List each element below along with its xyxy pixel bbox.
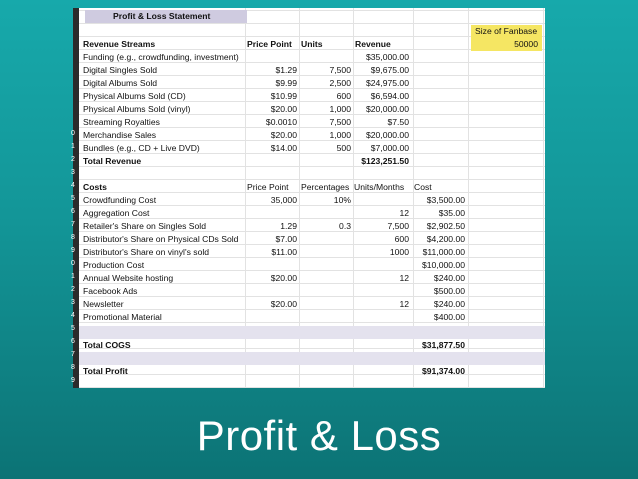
total-profit-value[interactable]: $91,374.00 [421, 366, 465, 376]
revenue-row-name: Physical Albums Sold (CD) [83, 91, 186, 101]
revenue-row-units[interactable]: 1,000 [329, 104, 351, 114]
row-number: 3 [71, 299, 75, 306]
spreadsheet [73, 8, 545, 388]
revenue-row-value[interactable]: $7,000.00 [370, 143, 409, 153]
cost-row-percentage[interactable] [299, 259, 351, 272]
cost-row-units[interactable]: 12 [399, 208, 409, 218]
cost-row-value[interactable]: $3,500.00 [426, 195, 465, 205]
revenue-row-value[interactable]: $7.50 [387, 117, 409, 127]
row-number: 6 [71, 338, 75, 345]
revenue-row-name: Digital Singles Sold [83, 65, 158, 75]
row-number [71, 49, 79, 62]
revenue-row-units[interactable]: 1,000 [329, 130, 351, 140]
total-revenue-value[interactable]: $123,251.50 [361, 156, 409, 166]
row-number: 6 [71, 208, 75, 215]
cost-row-units[interactable]: 1000 [389, 247, 409, 257]
row-number [71, 10, 79, 23]
cost-row-name: Crowdfunding Cost [83, 195, 157, 205]
row-number: 2 [71, 156, 75, 163]
cost-row-units[interactable]: 600 [394, 234, 409, 244]
spacer-band [79, 326, 545, 339]
cost-row-value[interactable]: $500.00 [433, 286, 465, 296]
total-cogs-label: Total COGS [83, 340, 131, 350]
cost-row-price[interactable]: 1.29 [280, 221, 297, 231]
revenue-row-price[interactable]: $20.00 [270, 104, 297, 114]
revenue-row-price[interactable]: $14.00 [270, 143, 297, 153]
cost-row-price[interactable] [245, 207, 297, 220]
row-number: 7 [71, 221, 75, 228]
cost-row-name: Newsletter [83, 299, 124, 309]
row-number: 0 [71, 260, 75, 267]
cost-row-percentage[interactable] [299, 311, 351, 324]
row-number: 2 [71, 286, 75, 293]
cost-row-price[interactable]: 35,000 [270, 195, 297, 205]
cost-row-units[interactable] [353, 259, 409, 272]
row-number: 9 [71, 377, 75, 384]
revenue-row-units[interactable]: 500 [336, 143, 351, 153]
spacer-band [79, 352, 545, 365]
row-number: 8 [71, 234, 75, 241]
gridline-row [79, 166, 545, 167]
cost-row-value[interactable]: $10,000.00 [421, 260, 465, 270]
cost-row-name: Aggregation Cost [83, 208, 150, 218]
row-number [71, 101, 79, 114]
row-number: 3 [71, 169, 75, 176]
cost-row-value[interactable]: $2,902.50 [426, 221, 465, 231]
cost-row-price[interactable]: $11.00 [271, 247, 297, 257]
cost-row-price[interactable] [245, 285, 297, 298]
fanbase-value[interactable]: 50000 [514, 39, 538, 49]
row-number: 4 [71, 182, 75, 189]
row-number: 8 [71, 364, 75, 371]
row-number: 1 [71, 143, 75, 150]
cost-row-name: Distributor's Share on vinyl's sold [83, 247, 210, 257]
costs-price-header: Price Point [247, 182, 289, 192]
cost-row-percentage[interactable] [299, 207, 351, 220]
gridline-row [79, 374, 545, 375]
revenue-row-price[interactable] [245, 51, 297, 64]
revenue-row-value[interactable]: $24,975.00 [365, 78, 409, 88]
row-number: 7 [71, 351, 75, 358]
cost-row-units[interactable] [353, 285, 409, 298]
costs-cost-header: Cost [414, 182, 432, 192]
cost-row-name: Facebook Ads [83, 286, 138, 296]
cost-row-price[interactable] [245, 311, 297, 324]
gridline-row [79, 23, 545, 24]
costs-header: Costs [83, 182, 107, 192]
revenue-streams-header: Revenue Streams [83, 39, 156, 49]
total-cogs-value[interactable]: $31,877.50 [421, 340, 465, 350]
slide-caption: Profit & Loss [196, 412, 442, 459]
cost-row-name: Distributor's Share on Physical CDs Sold [83, 234, 239, 244]
row-number [71, 114, 79, 127]
cost-row-name: Retailer's Share on Singles Sold [83, 221, 206, 231]
revenue-row-value[interactable]: $20,000.00 [365, 130, 409, 140]
revenue-header: Revenue [355, 39, 391, 49]
row-number [71, 75, 79, 88]
cost-row-value[interactable]: $35.00 [438, 208, 465, 218]
row-number: 4 [71, 312, 75, 319]
total-revenue-label: Total Revenue [83, 156, 142, 166]
revenue-row-value[interactable]: $6,594.00 [370, 91, 409, 101]
gridline-row [79, 348, 545, 349]
row-number [71, 23, 79, 36]
gridline-row [79, 387, 545, 388]
revenue-row-units[interactable]: 600 [336, 91, 351, 101]
costs-units-header: Units/Months [354, 182, 405, 192]
cost-row-units[interactable]: 12 [399, 299, 409, 309]
cost-row-percentage[interactable]: 0.3 [339, 221, 351, 231]
cost-row-units[interactable]: 12 [399, 273, 409, 283]
cost-row-percentage[interactable] [299, 272, 351, 285]
revenue-row-units[interactable]: 7,500 [329, 65, 351, 75]
row-number [71, 88, 79, 101]
cost-row-price[interactable]: $20.00 [270, 299, 297, 309]
revenue-row-value[interactable]: $35,000.00 [365, 52, 409, 62]
sheet-title: Profit & Loss Statement [113, 11, 211, 21]
revenue-row-price[interactable]: $10.99 [270, 91, 297, 101]
gridline-row [79, 179, 545, 180]
revenue-row-name: Funding (e.g., crowdfunding, investment) [83, 52, 239, 62]
revenue-row-units[interactable]: 7,500 [329, 117, 351, 127]
row-number [71, 62, 79, 75]
revenue-row-name: Merchandise Sales [83, 130, 157, 140]
cost-row-percentage[interactable] [299, 233, 351, 246]
revenue-units-header: Units [301, 39, 323, 49]
revenue-row-value[interactable]: $20,000.00 [365, 104, 409, 114]
revenue-row-name: Streaming Royalties [83, 117, 160, 127]
revenue-row-units[interactable]: 2,500 [329, 78, 351, 88]
fanbase-label[interactable]: Size of Fanbase [475, 26, 538, 36]
cost-row-percentage[interactable]: 10% [333, 195, 351, 205]
row-number [71, 36, 79, 49]
revenue-row-price[interactable]: $1.29 [275, 65, 297, 75]
cost-row-units[interactable] [353, 311, 409, 324]
cost-row-price[interactable] [245, 259, 297, 272]
cost-row-value[interactable]: $400.00 [433, 312, 465, 322]
revenue-row-value[interactable]: $9,675.00 [370, 65, 409, 75]
cost-row-value[interactable]: $4,200.00 [426, 234, 465, 244]
row-number: 0 [71, 130, 75, 137]
cost-row-price[interactable]: $7.00 [275, 234, 297, 244]
row-number: 1 [71, 273, 75, 280]
row-number: 9 [71, 247, 75, 254]
revenue-row-price[interactable]: $20.00 [270, 130, 297, 140]
row-number: 5 [71, 195, 75, 202]
cost-row-percentage[interactable] [299, 298, 351, 311]
revenue-price-header: Price Point [247, 39, 292, 49]
revenue-row-name: Bundles (e.g., CD + Live DVD) [83, 143, 200, 153]
cost-row-price[interactable]: $20.00 [270, 273, 297, 283]
revenue-row-price[interactable]: $0.0010 [265, 117, 297, 127]
cost-row-units[interactable] [353, 194, 409, 207]
cost-row-value[interactable]: $240.00 [433, 299, 465, 309]
revenue-row-name: Digital Albums Sold [83, 78, 158, 88]
revenue-row-name: Physical Albums Sold (vinyl) [83, 104, 191, 114]
cost-row-name: Annual Website hosting [83, 273, 174, 283]
revenue-row-price[interactable]: $9.99 [275, 78, 297, 88]
cost-row-name: Production Cost [83, 260, 145, 270]
cost-row-units[interactable]: 7,500 [387, 221, 409, 231]
total-profit-label: Total Profit [83, 366, 128, 376]
costs-percentages-header: Percentages [301, 182, 350, 192]
cost-row-percentage[interactable] [299, 246, 351, 259]
row-number: 5 [71, 325, 75, 332]
cost-row-value[interactable]: $240.00 [433, 273, 465, 283]
cost-row-percentage[interactable] [299, 285, 351, 298]
cost-row-value[interactable]: $11,000.00 [422, 247, 465, 257]
cost-row-name: Promotional Material [83, 312, 162, 322]
